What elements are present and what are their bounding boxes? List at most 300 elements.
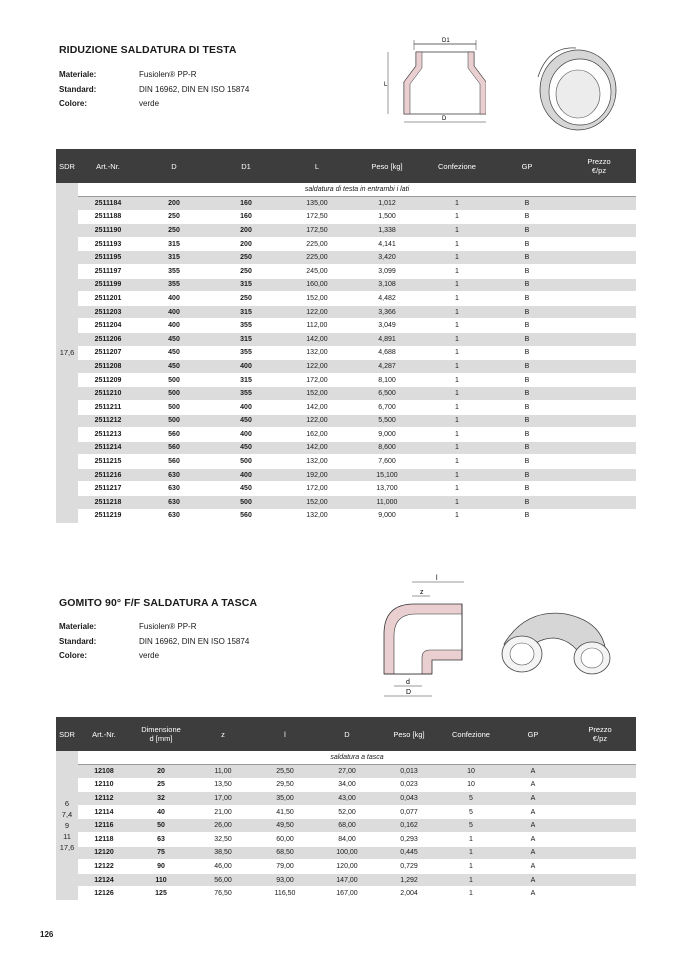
table-cell: B xyxy=(492,278,562,292)
table-cell: 400 xyxy=(210,360,282,374)
table-cell: 122,00 xyxy=(282,414,352,428)
table-cell: 40 xyxy=(130,805,192,819)
table-row xyxy=(56,805,636,819)
table-cell: 116,50 xyxy=(254,887,316,901)
prop-label: Materiale: xyxy=(59,70,97,79)
table-cell: 17,00 xyxy=(192,792,254,806)
table-row xyxy=(56,509,636,523)
dim-label-d1: D1 xyxy=(442,38,450,44)
prop-label: Colore: xyxy=(59,651,87,660)
table-cell: 1 xyxy=(422,428,492,442)
table-cell: 450 xyxy=(210,441,282,455)
section2-title: GOMITO 90° F/F SALDATURA A TASCA xyxy=(59,597,258,609)
table-cell: 315 xyxy=(210,373,282,387)
table-cell: 49,50 xyxy=(254,819,316,833)
table-cell: 1 xyxy=(440,873,502,887)
table-cell: 2511190 xyxy=(78,224,138,238)
table-cell: 192,00 xyxy=(282,468,352,482)
table-cell: 5 xyxy=(440,792,502,806)
table-cell: 1 xyxy=(422,264,492,278)
table-cell: 41,50 xyxy=(254,805,316,819)
sdr-cell: 17,6 xyxy=(56,183,78,523)
table-cell: 400 xyxy=(210,428,282,442)
table-cell: B xyxy=(492,441,562,455)
table-cell: 315 xyxy=(138,237,210,251)
price-cell xyxy=(562,400,636,414)
table-cell: 12108 xyxy=(78,765,130,779)
table-cell: 355 xyxy=(210,346,282,360)
price-cell xyxy=(562,224,636,238)
table-cell: A xyxy=(502,887,564,901)
table-row xyxy=(56,292,636,306)
table-cell: 225,00 xyxy=(282,237,352,251)
table-cell: 2511201 xyxy=(78,292,138,306)
price-cell xyxy=(562,373,636,387)
table-cell: 75 xyxy=(130,846,192,860)
table-cell: 38,50 xyxy=(192,846,254,860)
table-cell: 12116 xyxy=(78,819,130,833)
table-cell: 15,100 xyxy=(352,468,422,482)
table-cell: 160 xyxy=(210,210,282,224)
table-cell: 10 xyxy=(440,765,502,779)
table-cell: A xyxy=(502,873,564,887)
table-cell: 13,700 xyxy=(352,482,422,496)
price-cell xyxy=(564,819,636,833)
table-cell: 400 xyxy=(138,319,210,333)
table-cell: 500 xyxy=(138,373,210,387)
table-row xyxy=(56,305,636,319)
price-cell xyxy=(564,832,636,846)
price-cell xyxy=(562,319,636,333)
table-cell: 1 xyxy=(440,832,502,846)
table-cell: 630 xyxy=(138,482,210,496)
prop-value: DIN 16962, DIN EN ISO 15874 xyxy=(139,636,250,646)
table-cell: A xyxy=(502,805,564,819)
table-cell: 46,00 xyxy=(192,860,254,874)
table-row xyxy=(56,873,636,887)
table-cell: 0,293 xyxy=(378,832,440,846)
table-cell: 10 xyxy=(440,778,502,792)
table-cell: B xyxy=(492,210,562,224)
price-cell xyxy=(562,414,636,428)
table-cell: 450 xyxy=(210,482,282,496)
table-row xyxy=(56,373,636,387)
table-cell: 160,00 xyxy=(282,278,352,292)
table-cell: 1 xyxy=(422,414,492,428)
table-row xyxy=(56,441,636,455)
table-cell: 2511193 xyxy=(78,237,138,251)
table-cell: 162,00 xyxy=(282,428,352,442)
table-cell: 152,00 xyxy=(282,387,352,401)
table-cell: 12122 xyxy=(78,860,130,874)
table-cell: 1 xyxy=(422,319,492,333)
table-cell: A xyxy=(502,860,564,874)
table-cell: 2511184 xyxy=(78,197,138,211)
table-cell: 225,00 xyxy=(282,251,352,265)
table-cell: 4,141 xyxy=(352,237,422,251)
table-row xyxy=(56,887,636,901)
table-cell: 1,292 xyxy=(378,873,440,887)
table-cell: 2511210 xyxy=(78,387,138,401)
table-cell: 152,00 xyxy=(282,496,352,510)
table-cell: 11,00 xyxy=(192,765,254,779)
table-subheader: saldatura a tasca xyxy=(78,751,636,765)
dim-label-d: D xyxy=(442,116,447,122)
column-header: Prezzo €/pz xyxy=(562,149,636,183)
sdr-value: 17,6 xyxy=(59,843,75,853)
table-cell: 43,00 xyxy=(316,792,378,806)
table-header-row xyxy=(56,717,636,751)
column-header: SDR xyxy=(56,717,78,751)
table-cell: 12110 xyxy=(78,778,130,792)
table-cell: 630 xyxy=(138,509,210,523)
table-cell: 0,445 xyxy=(378,846,440,860)
sdr-value: 6 xyxy=(64,799,70,809)
table-cell: 0,043 xyxy=(378,792,440,806)
table-row xyxy=(56,468,636,482)
table-cell: 142,00 xyxy=(282,332,352,346)
table-cell: 6,500 xyxy=(352,387,422,401)
reducer-3d-render xyxy=(518,32,618,132)
table-cell: 122,00 xyxy=(282,360,352,374)
table-cell: 110 xyxy=(130,873,192,887)
table-cell: 400 xyxy=(138,305,210,319)
table-cell: 79,00 xyxy=(254,860,316,874)
price-cell xyxy=(562,360,636,374)
table-cell: 12124 xyxy=(78,873,130,887)
table-cell: 11,000 xyxy=(352,496,422,510)
table-cell: 355 xyxy=(210,319,282,333)
table-cell: 172,50 xyxy=(282,210,352,224)
table-cell: 2511216 xyxy=(78,468,138,482)
table-cell: 5 xyxy=(440,819,502,833)
table-cell: 250 xyxy=(210,251,282,265)
table-cell: 142,00 xyxy=(282,441,352,455)
table-cell: 34,00 xyxy=(316,778,378,792)
price-cell xyxy=(562,428,636,442)
table-cell: 147,00 xyxy=(316,873,378,887)
price-cell xyxy=(562,441,636,455)
column-header: Prezzo €/pz xyxy=(564,717,636,751)
table-row xyxy=(56,819,636,833)
table-cell: 5 xyxy=(440,805,502,819)
table-cell: 560 xyxy=(138,428,210,442)
table-cell: 560 xyxy=(138,455,210,469)
table-cell: 1 xyxy=(422,468,492,482)
table-cell: B xyxy=(492,468,562,482)
dim-label-l: L xyxy=(384,82,388,88)
table-cell: 68,50 xyxy=(254,846,316,860)
price-cell xyxy=(562,278,636,292)
price-cell xyxy=(562,455,636,469)
table-cell: 8,100 xyxy=(352,373,422,387)
table-subheader: saldatura di testa in entrambi i lati xyxy=(78,183,636,197)
table-cell: 1 xyxy=(422,224,492,238)
table-cell: 1 xyxy=(422,509,492,523)
price-cell xyxy=(562,346,636,360)
table-cell: 1,012 xyxy=(352,197,422,211)
table-row xyxy=(56,251,636,265)
table-cell: 245,00 xyxy=(282,264,352,278)
table-cell: 60,00 xyxy=(254,832,316,846)
table-cell: 12114 xyxy=(78,805,130,819)
price-cell xyxy=(564,792,636,806)
table-cell: 122,00 xyxy=(282,305,352,319)
table-cell: 2511195 xyxy=(78,251,138,265)
price-cell xyxy=(562,387,636,401)
table-cell: 1 xyxy=(422,197,492,211)
table-cell: B xyxy=(492,197,562,211)
elbow-technical-drawing xyxy=(372,574,472,704)
column-header: Peso [kg] xyxy=(352,149,422,183)
table-cell: 1 xyxy=(422,332,492,346)
table-cell: B xyxy=(492,264,562,278)
table-cell: 315 xyxy=(210,305,282,319)
table-cell: B xyxy=(492,509,562,523)
table-cell: 1 xyxy=(422,496,492,510)
table-cell: 3,420 xyxy=(352,251,422,265)
table-row xyxy=(56,278,636,292)
table-cell: A xyxy=(502,778,564,792)
table-cell: 250 xyxy=(138,224,210,238)
table-cell: B xyxy=(492,428,562,442)
column-header: Art.-Nr. xyxy=(78,717,130,751)
table-cell: 450 xyxy=(210,414,282,428)
column-header: D xyxy=(316,717,378,751)
table-cell: 0,729 xyxy=(378,860,440,874)
table-cell: 2511206 xyxy=(78,332,138,346)
table-cell: 5,500 xyxy=(352,414,422,428)
table-cell: 200 xyxy=(138,197,210,211)
table-cell: 2511218 xyxy=(78,496,138,510)
table-cell: 0,162 xyxy=(378,819,440,833)
prop-value: verde xyxy=(139,651,160,660)
price-cell xyxy=(562,251,636,265)
price-cell xyxy=(562,292,636,306)
section1-properties xyxy=(59,68,249,112)
table-cell: 560 xyxy=(210,509,282,523)
table-cell: B xyxy=(492,455,562,469)
table-row xyxy=(56,778,636,792)
table-cell: 315 xyxy=(210,332,282,346)
table-row xyxy=(56,832,636,846)
table-row xyxy=(56,319,636,333)
price-cell xyxy=(564,873,636,887)
table-cell: 6,700 xyxy=(352,400,422,414)
price-cell xyxy=(564,778,636,792)
table-cell: 142,00 xyxy=(282,400,352,414)
table-cell: 2511213 xyxy=(78,428,138,442)
table-cell: B xyxy=(492,400,562,414)
table-cell: 630 xyxy=(138,496,210,510)
table-cell: 400 xyxy=(210,400,282,414)
table-cell: 167,00 xyxy=(316,887,378,901)
table-cell: 52,00 xyxy=(316,805,378,819)
table-cell: 450 xyxy=(138,332,210,346)
table-row xyxy=(56,846,636,860)
table-cell: 250 xyxy=(138,210,210,224)
dim-label-D: D xyxy=(406,689,412,696)
table-row xyxy=(56,455,636,469)
elbow-3d-render xyxy=(496,604,616,684)
table-cell: 172,00 xyxy=(282,482,352,496)
table-cell: 26,00 xyxy=(192,819,254,833)
table-cell: 355 xyxy=(210,387,282,401)
table-cell: 1 xyxy=(422,292,492,306)
table-cell: 1 xyxy=(422,455,492,469)
prop-value: Fusiolen® PP-R xyxy=(139,622,197,631)
table-row xyxy=(56,197,636,211)
table-cell: 100,00 xyxy=(316,846,378,860)
table-cell: 2511204 xyxy=(78,319,138,333)
table-cell: 35,00 xyxy=(254,792,316,806)
table-cell: A xyxy=(502,846,564,860)
price-cell xyxy=(562,496,636,510)
prop-label: Colore: xyxy=(59,99,87,108)
table-cell: 450 xyxy=(138,360,210,374)
table-cell: 25,50 xyxy=(254,765,316,779)
column-header: l xyxy=(254,717,316,751)
table-cell: 132,00 xyxy=(282,346,352,360)
column-header: GP xyxy=(502,717,564,751)
table-cell: 1 xyxy=(422,346,492,360)
table-cell: B xyxy=(492,237,562,251)
table-cell: 3,108 xyxy=(352,278,422,292)
column-header: Confezione xyxy=(440,717,502,751)
table-cell: 1,500 xyxy=(352,210,422,224)
price-cell xyxy=(562,305,636,319)
table-cell: 1 xyxy=(422,278,492,292)
table-cell: 56,00 xyxy=(192,873,254,887)
table-cell: A xyxy=(502,832,564,846)
column-header: Peso [kg] xyxy=(378,717,440,751)
table-cell: 315 xyxy=(210,278,282,292)
section1-table xyxy=(56,149,636,523)
table-cell: 1 xyxy=(440,887,502,901)
table-row xyxy=(56,237,636,251)
table-cell: 132,00 xyxy=(282,509,352,523)
table-cell: 27,00 xyxy=(316,765,378,779)
table-cell: 84,00 xyxy=(316,832,378,846)
table-cell: 2511211 xyxy=(78,400,138,414)
table-cell: 3,366 xyxy=(352,305,422,319)
table-cell: B xyxy=(492,360,562,374)
section2-table xyxy=(56,717,636,901)
table-cell: 9,000 xyxy=(352,509,422,523)
table-cell: 355 xyxy=(138,278,210,292)
table-cell: 4,688 xyxy=(352,346,422,360)
prop-label: Materiale: xyxy=(59,622,97,631)
table-cell: 7,600 xyxy=(352,455,422,469)
table-cell: 68,00 xyxy=(316,819,378,833)
table-cell: 2511215 xyxy=(78,455,138,469)
table-cell: 12118 xyxy=(78,832,130,846)
table-cell: 2511212 xyxy=(78,414,138,428)
table-row xyxy=(56,346,636,360)
table-cell: 1 xyxy=(422,237,492,251)
table-cell: 2511188 xyxy=(78,210,138,224)
sdr-value: 7,4 xyxy=(61,810,73,820)
price-cell xyxy=(562,509,636,523)
table-cell: 1 xyxy=(422,305,492,319)
table-cell: 0,013 xyxy=(378,765,440,779)
table-row xyxy=(56,414,636,428)
table-cell: 12126 xyxy=(78,887,130,901)
table-cell: 500 xyxy=(138,387,210,401)
prop-label: Standard: xyxy=(59,84,97,94)
table-cell: 3,099 xyxy=(352,264,422,278)
price-cell xyxy=(562,482,636,496)
price-cell xyxy=(564,765,636,779)
table-cell: 2511214 xyxy=(78,441,138,455)
table-cell: 1 xyxy=(422,441,492,455)
table-row xyxy=(56,482,636,496)
table-cell: B xyxy=(492,414,562,428)
section1-title: RIDUZIONE SALDATURA DI TESTA xyxy=(59,44,237,56)
column-header: L xyxy=(282,149,352,183)
table-cell: 0,077 xyxy=(378,805,440,819)
table-cell: 132,00 xyxy=(282,455,352,469)
table-cell: 2511207 xyxy=(78,346,138,360)
table-cell: 2511197 xyxy=(78,264,138,278)
table-cell: 8,600 xyxy=(352,441,422,455)
table-cell: B xyxy=(492,292,562,306)
table-row xyxy=(56,792,636,806)
table-cell: 13,50 xyxy=(192,778,254,792)
table-cell: 50 xyxy=(130,819,192,833)
table-cell: 400 xyxy=(210,468,282,482)
prop-value: Fusiolen® PP-R xyxy=(139,70,197,79)
table-cell: B xyxy=(492,224,562,238)
table-cell: 3,049 xyxy=(352,319,422,333)
table-cell: 1 xyxy=(422,360,492,374)
price-cell xyxy=(564,805,636,819)
price-cell xyxy=(564,860,636,874)
table-cell: 9,000 xyxy=(352,428,422,442)
table-row xyxy=(56,224,636,238)
table-cell: 4,482 xyxy=(352,292,422,306)
table-cell: B xyxy=(492,332,562,346)
table-row xyxy=(56,400,636,414)
table-cell: 315 xyxy=(138,251,210,265)
table-cell: 500 xyxy=(138,414,210,428)
prop-value: DIN 16962, DIN EN ISO 15874 xyxy=(139,84,250,94)
table-cell: 1 xyxy=(422,210,492,224)
table-cell: 2511209 xyxy=(78,373,138,387)
table-cell: 2,004 xyxy=(378,887,440,901)
table-cell: B xyxy=(492,346,562,360)
price-cell xyxy=(562,332,636,346)
table-cell: 12112 xyxy=(78,792,130,806)
table-row xyxy=(56,428,636,442)
column-header: Art.-Nr. xyxy=(78,149,138,183)
table-cell: 1 xyxy=(422,482,492,496)
table-cell: 1 xyxy=(422,251,492,265)
table-cell: A xyxy=(502,765,564,779)
table-cell: 450 xyxy=(138,346,210,360)
table-cell: B xyxy=(492,305,562,319)
table-cell: 4,891 xyxy=(352,332,422,346)
table-cell: 160 xyxy=(210,197,282,211)
price-cell xyxy=(562,264,636,278)
table-cell: 76,50 xyxy=(192,887,254,901)
sdr-value: 11 xyxy=(63,832,71,842)
column-header: GP xyxy=(492,149,562,183)
table-cell: 250 xyxy=(210,264,282,278)
table-cell: 63 xyxy=(130,832,192,846)
table-row xyxy=(56,360,636,374)
table-cell: 1 xyxy=(422,400,492,414)
